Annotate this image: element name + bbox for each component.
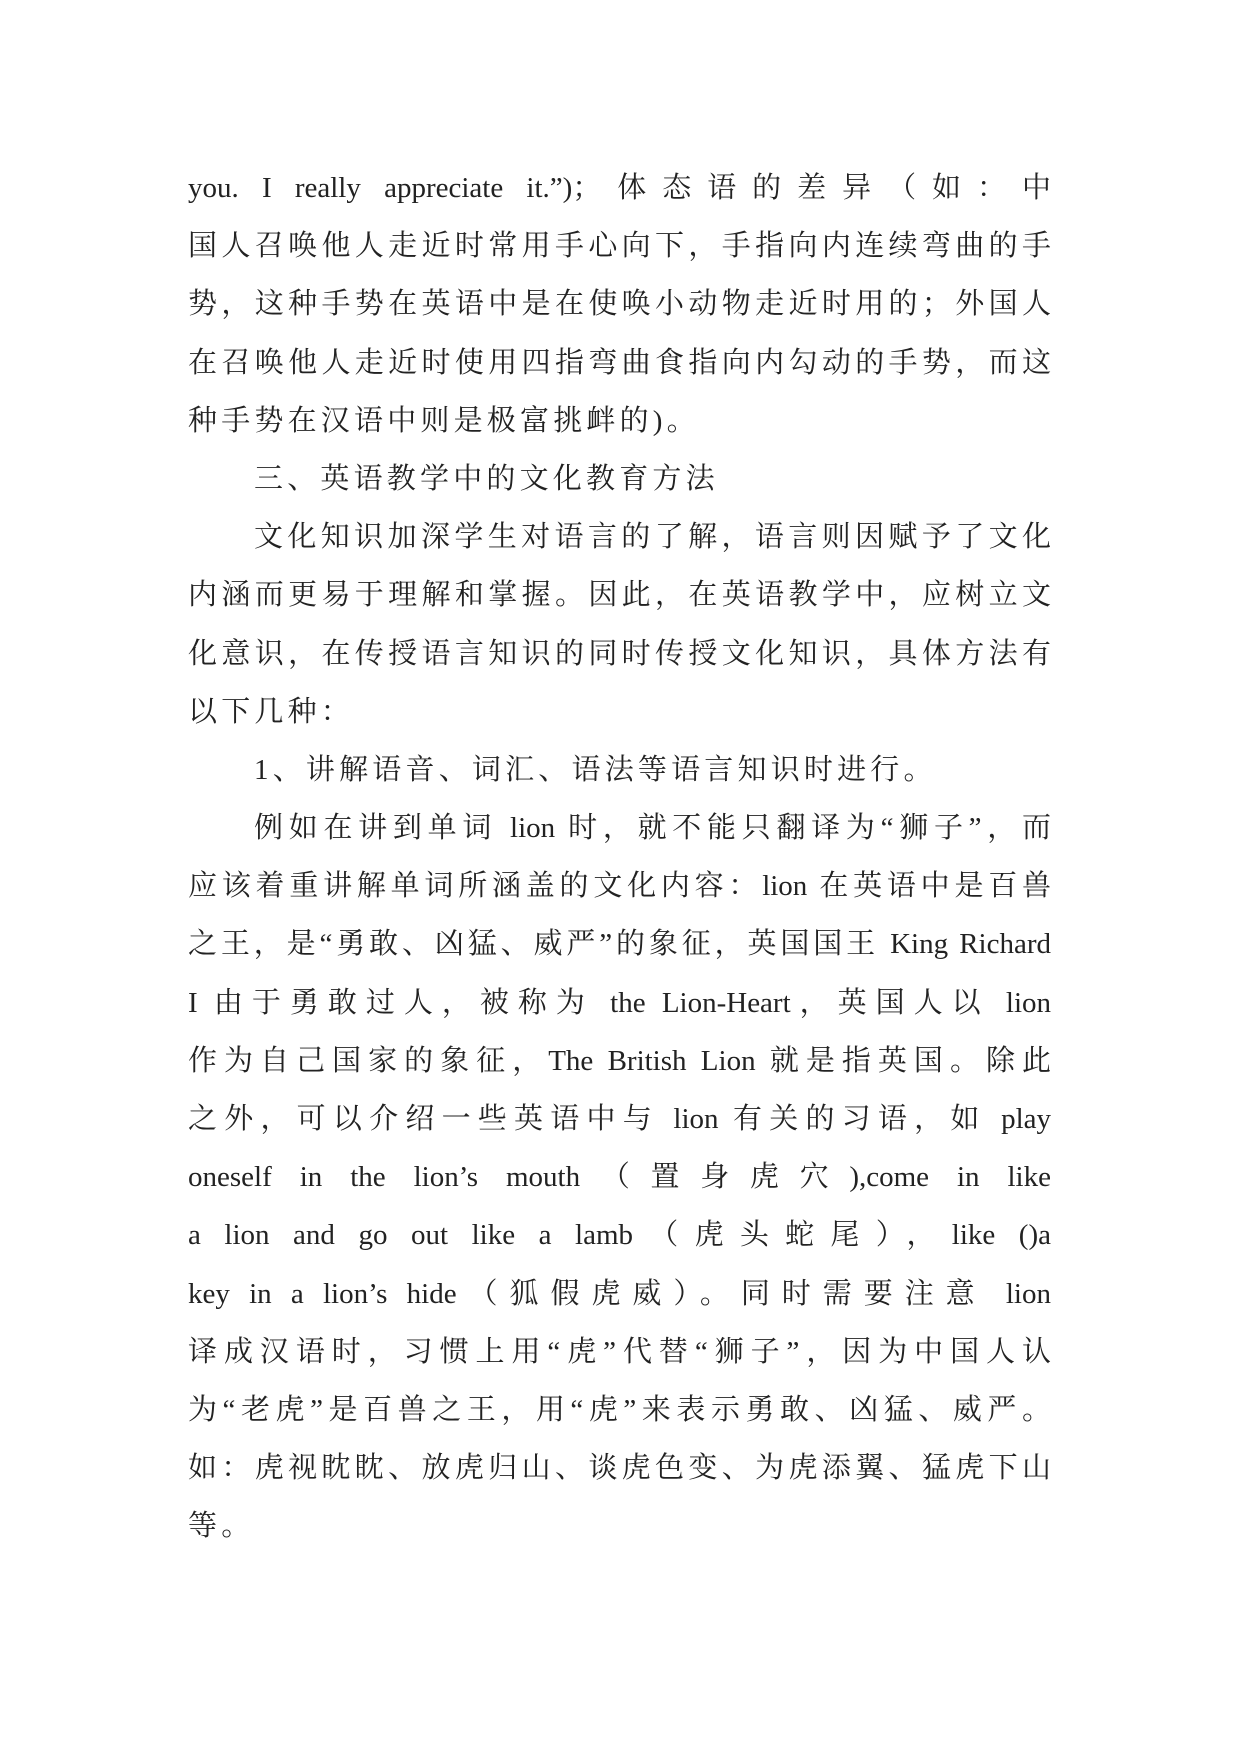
text-line: 例如在讲到单词 lion 时，就不能只翻译为“狮子”，而 xyxy=(254,812,1051,845)
section-heading: 三、英语教学中的文化教育方法 xyxy=(254,462,719,495)
text-line: 种手势在汉语中则是极富挑衅的)。 xyxy=(188,404,700,437)
text-line: 在召唤他人走近时使用四指弯曲食指向内勾动的手势，而这 xyxy=(188,346,1051,379)
paragraph xyxy=(188,799,1051,1555)
text-line: 之王，是“勇敢、凶猛、威严”的象征，英国国王 King Richard xyxy=(188,928,1051,961)
text-line: 化意识，在传授语言知识的同时传授文化知识，具体方法有 xyxy=(188,637,1051,670)
text-line: 等。 xyxy=(188,1510,255,1543)
text-line: oneself in the lion’s mouth（置身虎穴),come in like xyxy=(188,1161,1051,1194)
subsection-heading: 1、讲解语音、词汇、语法等语言知识时进行。 xyxy=(254,753,937,786)
paragraph xyxy=(188,159,1051,450)
text-line: you. I really appreciate it.”)；体态语的差异（如：中 xyxy=(188,172,1051,204)
text-line: 以下几种： xyxy=(188,695,355,728)
text-line: 之外，可以介绍一些英语中与 lion 有关的习语，如 play xyxy=(188,1103,1051,1135)
text-line: 文化知识加深学生对语言的了解，语言则因赋予了文化 xyxy=(254,521,1051,554)
text-line: 势，这种手势在英语中是在使唤小动物走近时用的；外国人 xyxy=(188,288,1051,321)
document-body xyxy=(188,159,1051,1556)
text-line: key in a lion’s hide（狐假虎威）。同时需要注意 lion xyxy=(188,1277,1051,1310)
text-line: 内涵而更易于理解和掌握。因此，在英语教学中，应树立文 xyxy=(188,579,1051,612)
text-line: 作为自己国家的象征，The British Lion 就是指英国。除此 xyxy=(188,1044,1051,1077)
text-line: I 由于勇敢过人，被称为 the Lion-Heart，英国人以 lion xyxy=(188,986,1051,1019)
paragraph xyxy=(188,508,1051,741)
text-line: a lion and go out like a lamb（虎头蛇尾），like ()a xyxy=(188,1219,1051,1252)
text-line: 译成汉语时，习惯上用“虎”代替“狮子”，因为中国人认 xyxy=(188,1335,1051,1368)
text-line: 应该着重讲解单词所涵盖的文化内容：lion 在英语中是百兽 xyxy=(188,870,1051,903)
text-line: 为“老虎”是百兽之王，用“虎”来表示勇敢、凶猛、威严。 xyxy=(188,1393,1051,1426)
text-line: 国人召唤他人走近时常用手心向下，手指向内连续弯曲的手 xyxy=(188,230,1051,263)
text-line: 如：虎视眈眈、放虎归山、谈虎色变、为虎添翼、猛虎下山 xyxy=(188,1452,1051,1485)
